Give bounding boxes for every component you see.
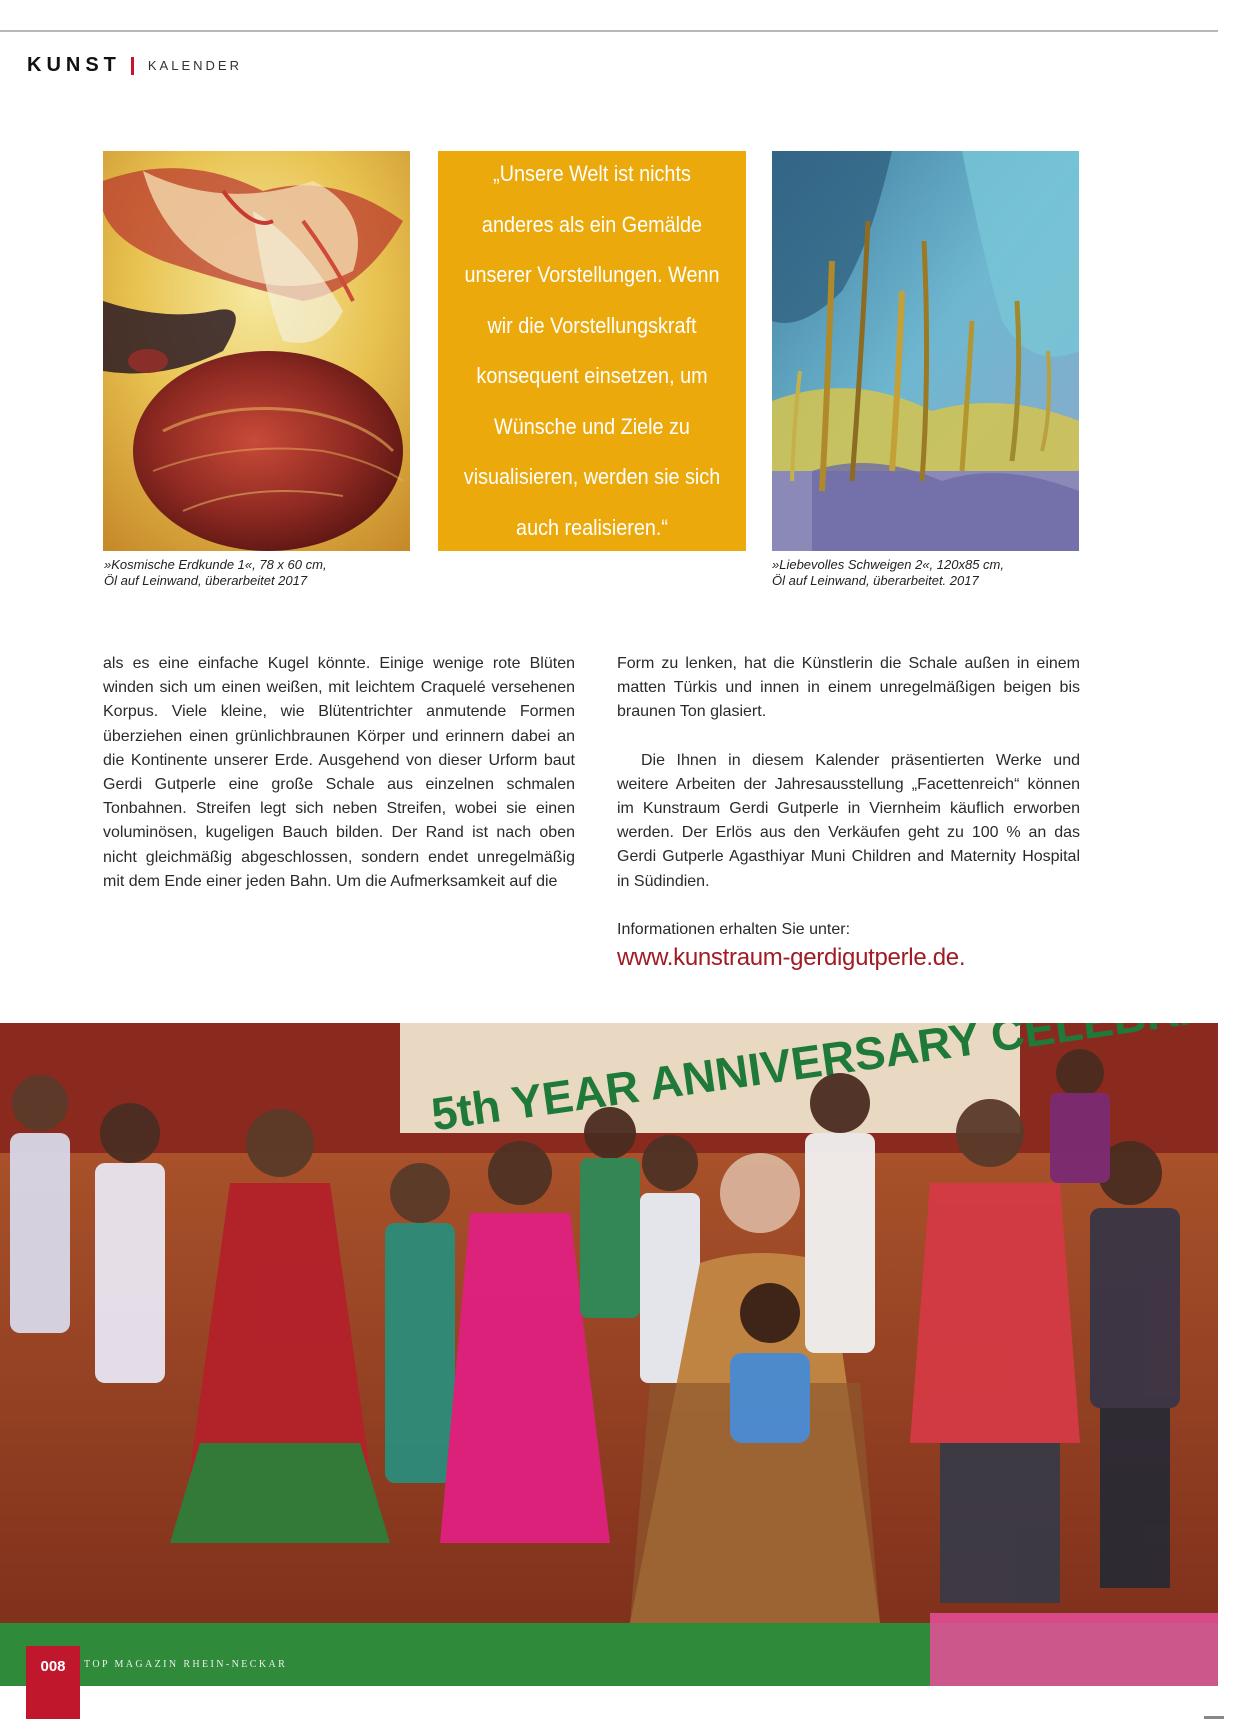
top-rule — [0, 30, 1218, 32]
caption-left-medium: Öl auf Leinwand, überarbeitet 2017 — [104, 573, 308, 588]
group-photo — [0, 1023, 1218, 1686]
caption-right-title: »Liebevolles Schweigen 2«, 120x85 cm, — [772, 557, 1004, 572]
caption-right — [772, 557, 1004, 589]
info-label: Informationen erhalten Sie unter: — [617, 920, 851, 938]
painting-liebevolles-schweigen — [772, 151, 1079, 551]
page-number-tab — [26, 1646, 80, 1719]
section-header — [27, 54, 242, 77]
article-column-right — [617, 652, 1080, 970]
article-column-left — [103, 652, 575, 894]
photo-banner-text: 5th YEAR ANNIVERSARY — [428, 1023, 983, 1141]
article-paragraph: Die Ihnen in diesem Kalender präsentierten Werke und weitere Arbeiten der Jahresausstellung „Facettenreich“ können im Kunstraum Gerdi Gutperle in Viernheim käuflich erworben werden. Der Erlös aus den Verkäufen geht zu 100 % an das Gerdi Gutperle Agasthiyar Muni Children and Maternity Hospital in Südindien. — [617, 751, 1080, 890]
page-number: 008 — [40, 1658, 66, 1675]
website-link[interactable]: www.kunstraum-gerdigutperle.de. — [617, 944, 966, 972]
caption-left-title: »Kosmische Erdkunde 1«, 78 x 60 cm, — [104, 557, 327, 572]
section-subtitle: KALENDER — [147, 58, 242, 73]
caption-left — [104, 557, 327, 589]
article-paragraph: Form zu lenken, hat die Künstlerin die Schale außen in einem matten Türkis und innen in einem unregelmäßigen beigen bis braunen Ton glasiert. — [617, 655, 1080, 721]
painting-kosmische-erdkunde — [103, 151, 410, 551]
section-divider — [131, 57, 134, 75]
magazine-name: TOP MAGAZIN RHEIN-NECKAR — [84, 1659, 288, 1670]
quote-box — [438, 151, 746, 551]
pull-quote: „Unsere Welt ist nichts anderes als ein Gemälde unserer Vorstellungen. Wenn wir die Vorstellungskraft konsequent einsetzen, um Wünsche und Ziele zu visualisieren, werden sie sich auch realisieren.“ — [463, 161, 721, 540]
article-paragraph: als es eine einfache Kugel könnte. Einige wenige rote Blüten winden sich um einen weißen, mit leichtem Craquelé versehenen Korpus. Viele kleine, wie Blütentrichter anmutende Formen überziehen einen grünlichbraunen Körper und erinnern dabei an die Kontinente unserer Erde. Ausgehend von dieser Urform baut Gerdi Gutperle eine große Schale aus einzelnen schmalen Tonbahnen. Streifen legt sich neben Streifen, wobei sie einen voluminösen, kugeligen Bauch bilden. Der Rand ist nach oben nicht gleichmäßig abgeschlossen, sondern endet unregelmäßig mit dem Ende einer jeden Bahn. Um die Aufmerksamkeit auf die — [103, 655, 575, 890]
section-title: KUNST — [27, 54, 121, 76]
caption-right-medium: Öl auf Leinwand, überarbeitet. 2017 — [772, 573, 979, 588]
